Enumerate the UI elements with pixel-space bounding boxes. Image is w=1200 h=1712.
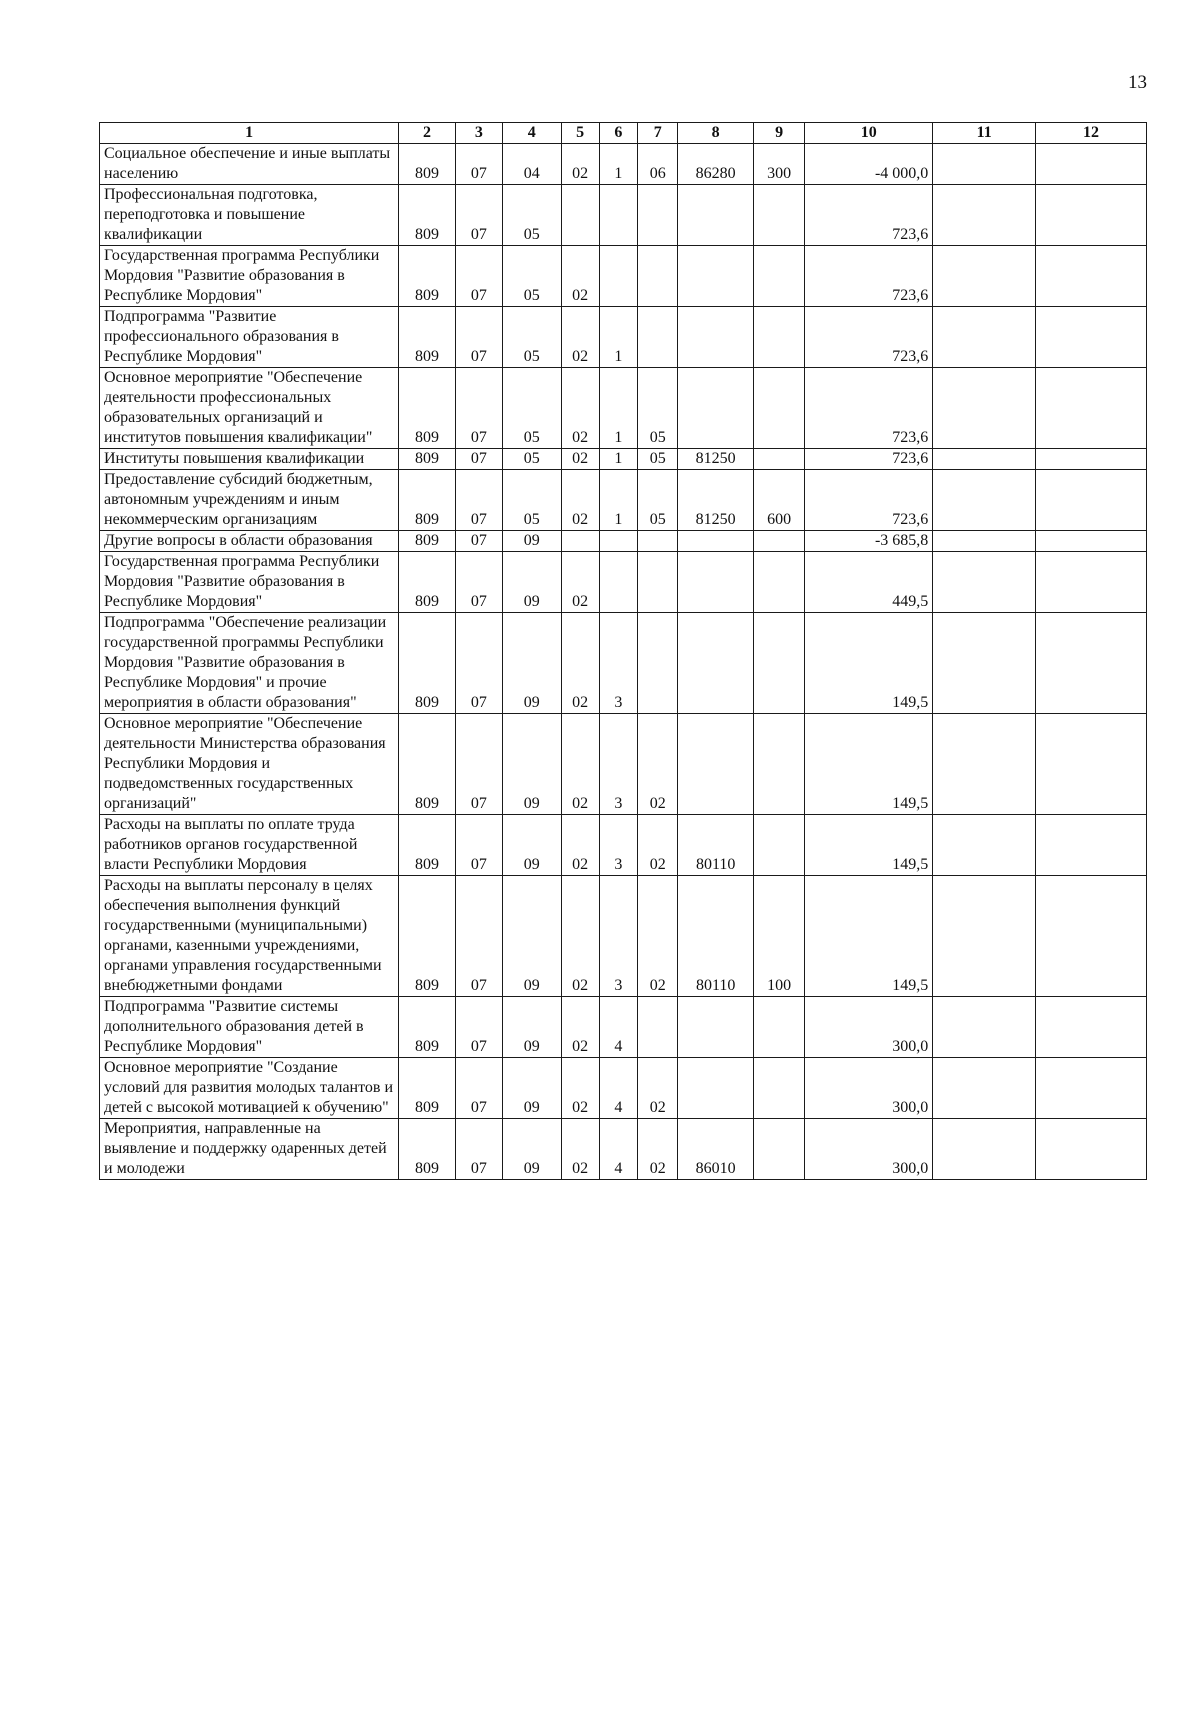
subsection-code-cell: 09 [503,815,561,876]
amount-cell: 149,5 [805,714,933,815]
section-code-cell: 809 [399,368,455,449]
column-header: 5 [561,123,599,144]
table-row [100,246,1147,307]
column-12-cell [1036,449,1147,470]
measure-code-cell: 02 [638,1119,678,1180]
table-row [100,185,1147,246]
measure-code-cell [638,185,678,246]
column-12-cell [1036,144,1147,185]
column-header: 1 [100,123,399,144]
direction-code-cell [678,613,754,714]
subsection-code-cell: 07 [455,815,502,876]
subsection-code-cell: 07 [455,185,502,246]
column-12-cell [1036,470,1147,531]
subsection-code-cell: 05 [503,307,561,368]
row-name-cell: Другие вопросы в области образования [100,531,399,552]
expense-type-cell [753,307,804,368]
table-row [100,714,1147,815]
expense-type-cell: 600 [753,470,804,531]
measure-code-cell: 02 [638,1058,678,1119]
measure-code-cell: 05 [638,368,678,449]
column-header: 2 [399,123,455,144]
expense-type-cell [753,531,804,552]
measure-code-cell: 05 [638,470,678,531]
section-code-cell: 809 [399,185,455,246]
row-name-cell: Расходы на выплаты персоналу в целях обеспечения выполнения функций государственными (муниципальными) органами, казенными учреждениями, органами управления государственными внебюджетными фондами [100,876,399,997]
program-code-cell: 02 [561,876,599,997]
measure-code-cell: 06 [638,144,678,185]
subprogram-code-cell: 1 [599,307,637,368]
subsection-code-cell: 07 [455,552,502,613]
direction-code-cell: 86010 [678,1119,754,1180]
subprogram-code-cell: 3 [599,714,637,815]
subsection-code-cell: 07 [455,613,502,714]
program-code-cell: 02 [561,246,599,307]
section-code-cell: 809 [399,613,455,714]
table-header-row [100,123,1147,144]
column-header: 3 [455,123,502,144]
column-12-cell [1036,368,1147,449]
column-11-cell [933,144,1036,185]
subsection-code-cell: 05 [503,470,561,531]
subsection-code-cell: 05 [503,246,561,307]
expense-type-cell [753,815,804,876]
program-code-cell: 02 [561,368,599,449]
table-row [100,876,1147,997]
subprogram-code-cell: 3 [599,876,637,997]
program-code-cell: 02 [561,470,599,531]
column-header: 6 [599,123,637,144]
column-header: 9 [753,123,804,144]
row-name-cell: Социальное обеспечение и иные выплаты населению [100,144,399,185]
expense-type-cell [753,449,804,470]
column-11-cell [933,470,1036,531]
column-11-cell [933,1058,1036,1119]
subsection-code-cell: 09 [503,552,561,613]
measure-code-cell [638,246,678,307]
section-code-cell: 809 [399,714,455,815]
subprogram-code-cell [599,552,637,613]
measure-code-cell: 02 [638,815,678,876]
subprogram-code-cell [599,246,637,307]
subprogram-code-cell [599,185,637,246]
measure-code-cell: 05 [638,449,678,470]
table-row [100,307,1147,368]
measure-code-cell [638,531,678,552]
program-code-cell: 02 [561,714,599,815]
amount-cell: 723,6 [805,449,933,470]
row-name-cell: Предоставление субсидий бюджетным, автономным учреждениям и иным некоммерческим организациям [100,470,399,531]
table-row [100,449,1147,470]
table-row [100,997,1147,1058]
section-code-cell: 809 [399,1058,455,1119]
subsection-code-cell: 07 [455,449,502,470]
column-12-cell [1036,531,1147,552]
direction-code-cell [678,531,754,552]
program-code-cell: 02 [561,613,599,714]
column-12-cell [1036,714,1147,815]
subsection-code-cell: 09 [503,997,561,1058]
table-row [100,1119,1147,1180]
amount-cell: -4 000,0 [805,144,933,185]
section-code-cell: 809 [399,246,455,307]
subprogram-code-cell: 3 [599,815,637,876]
table-row [100,815,1147,876]
expense-type-cell [753,997,804,1058]
column-header: 4 [503,123,561,144]
amount-cell: -3 685,8 [805,531,933,552]
subsection-code-cell: 07 [455,531,502,552]
direction-code-cell [678,714,754,815]
subsection-code-cell: 07 [455,246,502,307]
subsection-code-cell: 09 [503,876,561,997]
program-code-cell [561,185,599,246]
direction-code-cell [678,368,754,449]
amount-cell: 149,5 [805,613,933,714]
subprogram-code-cell: 1 [599,449,637,470]
table-body [100,144,1147,1180]
column-header: 8 [678,123,754,144]
row-name-cell: Институты повышения квалификации [100,449,399,470]
subsection-code-cell: 07 [455,997,502,1058]
expense-type-cell [753,613,804,714]
subsection-code-cell: 05 [503,185,561,246]
amount-cell: 723,6 [805,246,933,307]
amount-cell: 300,0 [805,1058,933,1119]
amount-cell: 723,6 [805,368,933,449]
table-row [100,531,1147,552]
row-name-cell: Государственная программа Республики Мордовия "Развитие образования в Республике Мордовия" [100,246,399,307]
column-11-cell [933,1119,1036,1180]
subprogram-code-cell: 1 [599,368,637,449]
column-11-cell [933,368,1036,449]
expense-type-cell [753,1119,804,1180]
column-11-cell [933,449,1036,470]
section-code-cell: 809 [399,144,455,185]
amount-cell: 149,5 [805,815,933,876]
subprogram-code-cell: 4 [599,1119,637,1180]
subsection-code-cell: 07 [455,1119,502,1180]
subsection-code-cell: 07 [455,470,502,531]
subsection-code-cell: 05 [503,368,561,449]
direction-code-cell [678,552,754,613]
column-12-cell [1036,1058,1147,1119]
row-name-cell: Подпрограмма "Развитие системы дополнительного образования детей в Республике Мордовия" [100,997,399,1058]
program-code-cell: 02 [561,144,599,185]
column-11-cell [933,613,1036,714]
direction-code-cell: 81250 [678,470,754,531]
row-name-cell: Подпрограмма "Развитие профессионального образования в Республике Мордовия" [100,307,399,368]
program-code-cell [561,531,599,552]
program-code-cell: 02 [561,997,599,1058]
column-12-cell [1036,552,1147,613]
subsection-code-cell: 07 [455,876,502,997]
amount-cell: 723,6 [805,185,933,246]
subprogram-code-cell: 3 [599,613,637,714]
table-row [100,368,1147,449]
subprogram-code-cell: 4 [599,1058,637,1119]
subsection-code-cell: 07 [455,1058,502,1119]
amount-cell: 300,0 [805,1119,933,1180]
program-code-cell: 02 [561,1119,599,1180]
column-12-cell [1036,613,1147,714]
row-name-cell: Государственная программа Республики Мордовия "Развитие образования в Республике Мордовия" [100,552,399,613]
column-header: 7 [638,123,678,144]
column-12-cell [1036,246,1147,307]
section-code-cell: 809 [399,307,455,368]
program-code-cell: 02 [561,815,599,876]
subsection-code-cell: 09 [503,531,561,552]
row-name-cell: Основное мероприятие "Создание условий для развития молодых талантов и детей с высокой мотивацией к обучению" [100,1058,399,1119]
subsection-code-cell: 09 [503,1119,561,1180]
column-12-cell [1036,876,1147,997]
column-header: 11 [933,123,1036,144]
table-row [100,1058,1147,1119]
direction-code-cell [678,185,754,246]
subsection-code-cell: 07 [455,368,502,449]
program-code-cell: 02 [561,307,599,368]
measure-code-cell [638,552,678,613]
section-code-cell: 809 [399,470,455,531]
row-name-cell: Основное мероприятие "Обеспечение деятельности профессиональных образовательных организаций и институтов повышения квалификации" [100,368,399,449]
expense-type-cell: 300 [753,144,804,185]
direction-code-cell [678,246,754,307]
amount-cell: 449,5 [805,552,933,613]
direction-code-cell [678,997,754,1058]
column-11-cell [933,246,1036,307]
expense-type-cell [753,246,804,307]
row-name-cell: Расходы на выплаты по оплате труда работников органов государственной власти Республики Мордовия [100,815,399,876]
column-11-cell [933,185,1036,246]
table-row [100,144,1147,185]
section-code-cell: 809 [399,876,455,997]
expense-type-cell: 100 [753,876,804,997]
measure-code-cell [638,307,678,368]
expense-type-cell [753,368,804,449]
section-code-cell: 809 [399,1119,455,1180]
row-name-cell: Мероприятия, направленные на выявление и поддержку одаренных детей и молодежи [100,1119,399,1180]
expense-type-cell [753,714,804,815]
table-row [100,613,1147,714]
table-row [100,470,1147,531]
column-11-cell [933,552,1036,613]
column-12-cell [1036,997,1147,1058]
measure-code-cell [638,613,678,714]
subsection-code-cell: 09 [503,714,561,815]
amount-cell: 300,0 [805,997,933,1058]
column-11-cell [933,997,1036,1058]
column-12-cell [1036,815,1147,876]
column-11-cell [933,531,1036,552]
section-code-cell: 809 [399,449,455,470]
column-11-cell [933,714,1036,815]
column-header: 10 [805,123,933,144]
subsection-code-cell: 04 [503,144,561,185]
subsection-code-cell: 07 [455,307,502,368]
row-name-cell: Профессиональная подготовка, переподготовка и повышение квалификации [100,185,399,246]
column-12-cell [1036,1119,1147,1180]
subprogram-code-cell: 1 [599,144,637,185]
subprogram-code-cell: 4 [599,997,637,1058]
row-name-cell: Подпрограмма "Обеспечение реализации государственной программы Республики Мордовия "Развитие образования в Республике Мордовия" и прочие мероприятия в области образования" [100,613,399,714]
direction-code-cell [678,1058,754,1119]
column-11-cell [933,876,1036,997]
measure-code-cell: 02 [638,876,678,997]
program-code-cell: 02 [561,552,599,613]
section-code-cell: 809 [399,552,455,613]
amount-cell: 723,6 [805,470,933,531]
direction-code-cell [678,307,754,368]
subsection-code-cell: 07 [455,714,502,815]
subsection-code-cell: 05 [503,449,561,470]
column-12-cell [1036,185,1147,246]
amount-cell: 149,5 [805,876,933,997]
subprogram-code-cell [599,531,637,552]
expense-type-cell [753,552,804,613]
subsection-code-cell: 07 [455,144,502,185]
budget-table [99,122,1147,1180]
direction-code-cell: 81250 [678,449,754,470]
measure-code-cell: 02 [638,714,678,815]
subprogram-code-cell: 1 [599,470,637,531]
program-code-cell: 02 [561,449,599,470]
column-12-cell [1036,307,1147,368]
expense-type-cell [753,185,804,246]
expense-type-cell [753,1058,804,1119]
section-code-cell: 809 [399,531,455,552]
program-code-cell: 02 [561,1058,599,1119]
subsection-code-cell: 09 [503,613,561,714]
measure-code-cell [638,997,678,1058]
table-row [100,552,1147,613]
section-code-cell: 809 [399,815,455,876]
amount-cell: 723,6 [805,307,933,368]
direction-code-cell: 80110 [678,815,754,876]
section-code-cell: 809 [399,997,455,1058]
column-11-cell [933,307,1036,368]
row-name-cell: Основное мероприятие "Обеспечение деятельности Министерства образования Республики Мордовия и подведомственных государственных организаций" [100,714,399,815]
direction-code-cell: 80110 [678,876,754,997]
direction-code-cell: 86280 [678,144,754,185]
page-number: 13 [1128,72,1147,93]
column-11-cell [933,815,1036,876]
column-header: 12 [1036,123,1147,144]
subsection-code-cell: 09 [503,1058,561,1119]
